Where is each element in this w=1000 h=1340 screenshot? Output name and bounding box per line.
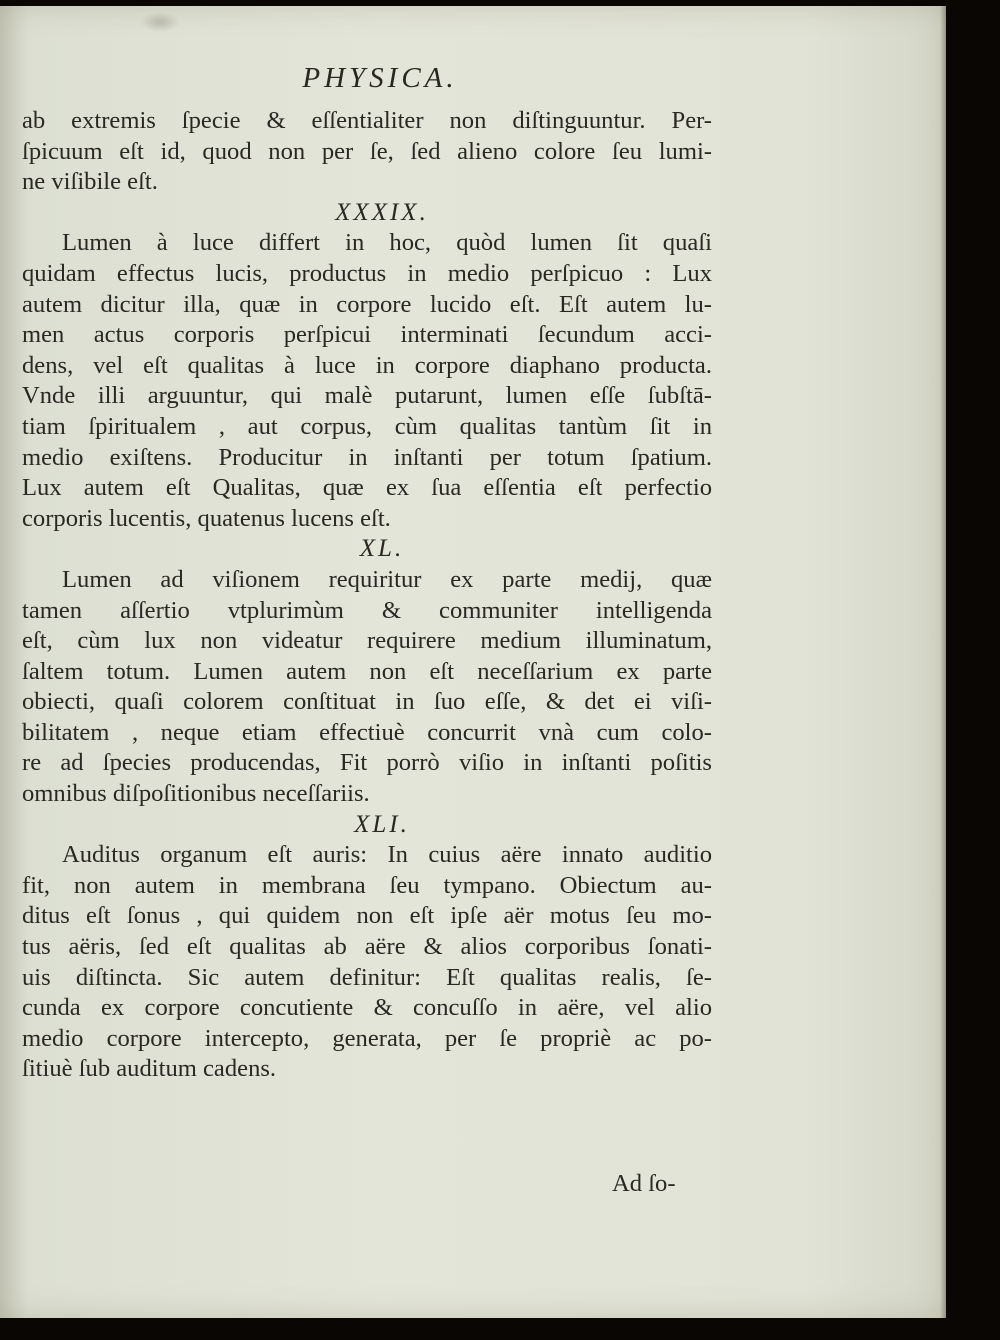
text-line: men actus corporis perſpicui interminati ſecundum acci- (22, 321, 712, 349)
text-line: ab extremis ſpecie & eſſentialiter non diſtinguuntur. Per- (22, 107, 712, 134)
catchword: Ad ſo- (612, 1170, 676, 1197)
section-heading: XXXIX. (335, 198, 429, 226)
section-heading: XLI. (354, 810, 410, 838)
text-line: uis diſtincta. Sic autem definitur: Eſt qualitas realis, ſe- (22, 963, 712, 991)
text-line: cunda ex corpore concutiente & concuſſo in aëre, vel alio (22, 994, 712, 1022)
page-stain (140, 12, 180, 32)
section-heading: XL. (359, 535, 405, 563)
running-head: PHYSICA. (302, 62, 458, 94)
text-line: tamen aſſertio vtplurimùm & communiter intelligenda (22, 596, 712, 624)
text-line: re ad ſpecies producendas, Fit porrò viſio in inſtanti poſitis (22, 749, 712, 777)
text-line: obiecti, quaſi colorem conſtituat in ſuo eſſe, & det ei viſi- (22, 688, 712, 716)
body-text (22, 106, 712, 1085)
text-line: eſt, cùm lux non videatur requirere medium illuminatum, (22, 627, 712, 655)
text-line: fit, non autem in membrana ſeu tympano. Obiectum au- (22, 871, 712, 899)
text-line: bilitatem , neque etiam effectiuè concurrit vnà cum colo- (22, 718, 712, 746)
text-line: Auditus organum eſt auris: In cuius aëre innato auditio (62, 841, 712, 869)
text-line: ditus eſt ſonus , qui quidem non eſt ipſe aër motus ſeu mo- (22, 902, 712, 930)
text-line: Lux autem eſt Qualitas, quæ ex ſua eſſentia eſt perfectio (22, 474, 712, 502)
text-line: Lumen ad viſionem requiritur ex parte medij, quæ (62, 565, 712, 593)
text-line: corporis lucentis, quatenus lucens eſt. (22, 504, 391, 532)
text-line: dens, vel eſt qualitas à luce in corpore diaphano producta. (22, 351, 712, 379)
text-line: Vnde illi arguuntur, qui malè putarunt, lumen eſſe ſubſtā- (22, 382, 712, 410)
text-line: omnibus diſpoſitionibus neceſſariis. (22, 780, 370, 808)
text-line: ſitiuè ſub auditum cadens. (22, 1055, 277, 1083)
book-page (0, 6, 946, 1318)
text-line: autem dicitur illa, quæ in corpore lucido eſt. Eſt autem lu- (22, 290, 712, 318)
text-line: ſaltem totum. Lumen autem non eſt neceſſarium ex parte (22, 657, 712, 685)
text-line: tus aëris, ſed eſt qualitas ab aëre & alios corporibus ſonati- (22, 933, 712, 961)
text-line: Lumen à luce differt in hoc, quòd lumen ſit quaſi (62, 229, 712, 257)
text-line: ne viſibile eſt. (22, 168, 158, 196)
text-line: quidam effectus lucis, productus in medio perſpicuo : Lux (22, 259, 712, 287)
text-line: medio corpore intercepto, generata, per ſe propriè ac po- (22, 1024, 712, 1052)
text-line: medio exiſtens. Producitur in inſtanti per totum ſpatium. (22, 443, 712, 471)
text-line: ſpicuum eſt id, quod non per ſe, ſed alieno colore ſeu lumi- (22, 137, 712, 165)
text-line: tiam ſpiritualem , aut corpus, cùm qualitas tantùm ſit in (22, 412, 712, 440)
